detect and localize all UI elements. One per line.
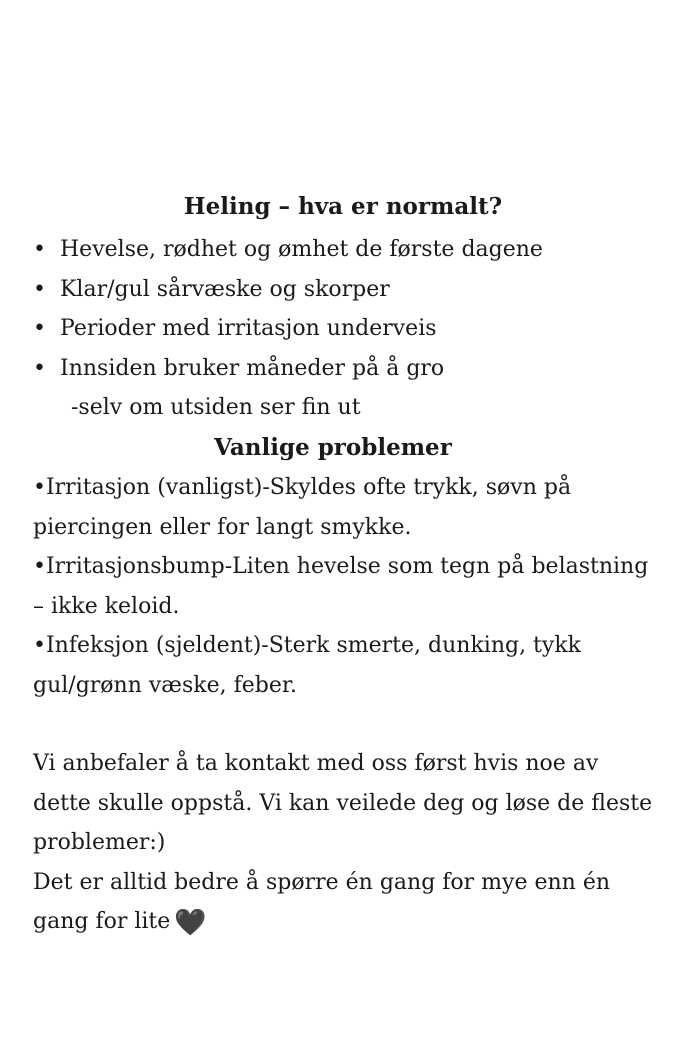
list-item-text: Hevelse, rødhet og ømhet de første dagene [60, 237, 543, 262]
list-item-text: Innsiden bruker måneder på å gro [60, 355, 445, 381]
list-item-text: Perioder med irritasjon underveis [60, 316, 437, 341]
document-page [33, 188, 663, 942]
list-item [33, 270, 663, 310]
problem-item: •Irritasjonsbump-Liten hevelse som tegn på belastning – ikke keloid. [33, 554, 649, 619]
list-item [33, 309, 663, 349]
closing-paragraph [33, 863, 663, 942]
problem-item: •Infeksjon (sjeldent)-Sterk smerte, dunking, tykk gul/grønn væske, feber. [33, 633, 581, 698]
black-heart-icon: 🖤 [174, 908, 207, 938]
bullet-icon: • [33, 316, 46, 341]
closing-text: Det er alltid bedre å spørre én gang for mye enn én gang for lite [33, 869, 611, 934]
healing-list [33, 230, 663, 388]
advice-paragraph: Vi anbefaler å ta kontakt med oss først hvis noe av dette skulle oppstå. Vi kan veilede deg og løse de fleste problemer:) [33, 751, 653, 855]
problems-heading: Vanlige problemer [214, 434, 452, 461]
problem-item: •Irritasjon (vanligst)-Skyldes ofte trykk, søvn på piercingen eller for langt smykke. [33, 475, 572, 540]
bullet-icon: • [33, 237, 46, 262]
list-item [33, 230, 663, 270]
healing-heading: Heling – hva er normalt? [183, 193, 503, 220]
list-item-text: Klar/gul sårvæske og skorper [60, 276, 390, 302]
bullet-icon: • [33, 276, 46, 302]
bullet-icon: • [33, 355, 46, 381]
list-item [33, 349, 663, 389]
spacer [33, 705, 663, 744]
healing-note: -selv om utsiden ser fin ut [71, 395, 361, 420]
